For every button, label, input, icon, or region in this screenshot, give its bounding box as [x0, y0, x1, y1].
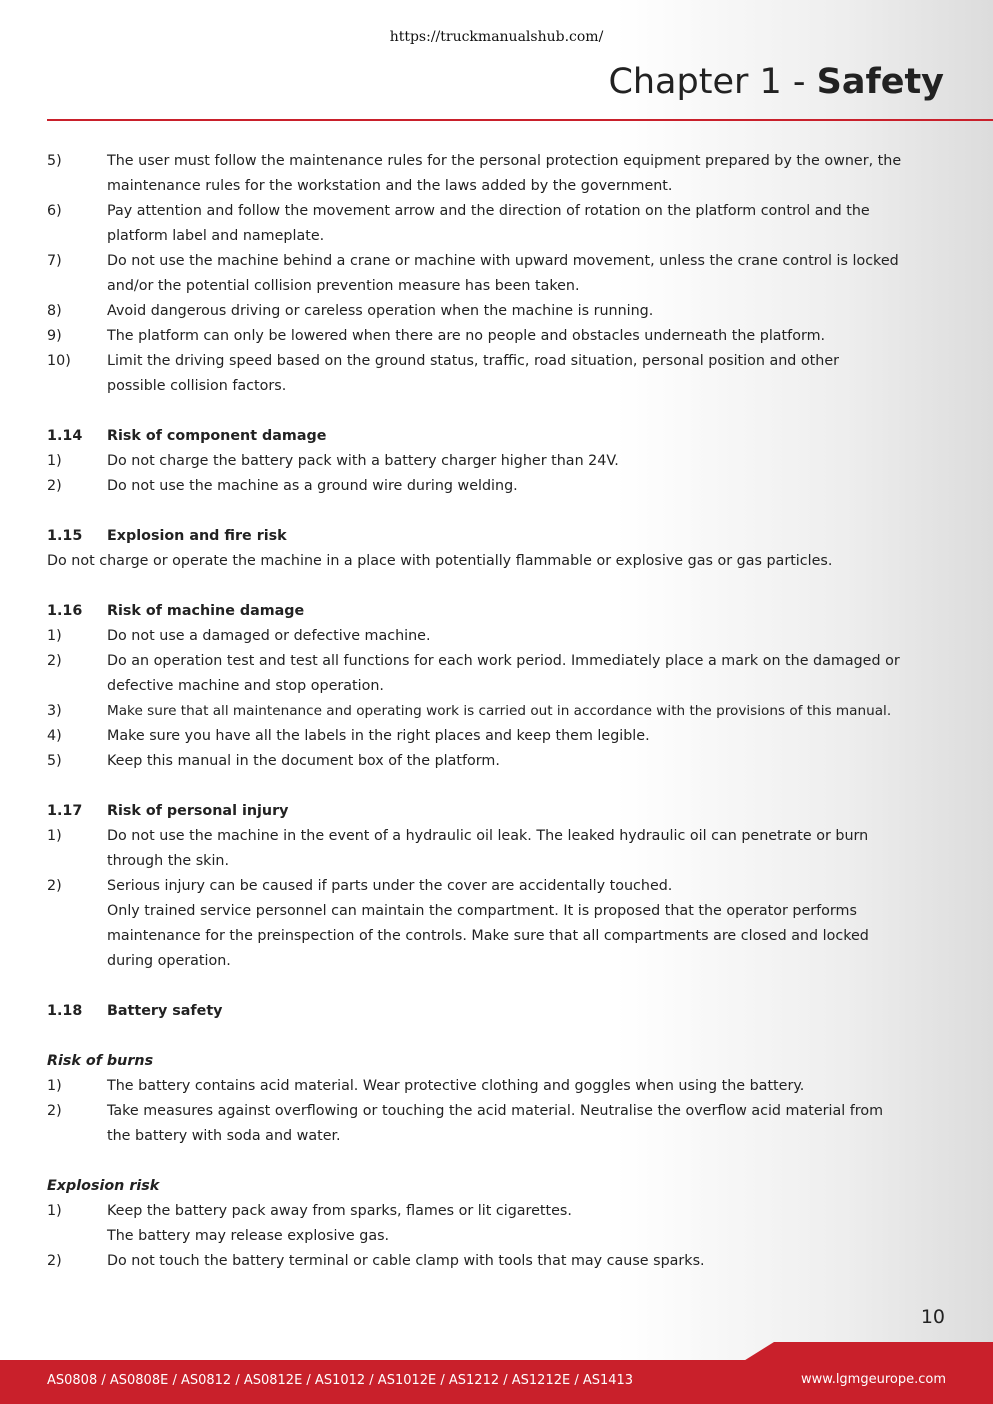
list-item-continuation — [47, 1224, 947, 1249]
item-text: The battery contains acid material. Wear protective clothing and goggles when using the battery. — [107, 1078, 805, 1094]
item-text: The platform can only be lowered when there are no people and obstacles underneath the platform. — [107, 328, 826, 344]
list-item — [47, 749, 947, 774]
item-text: Take measures against overflowing or touching the acid material. Neutralise the overflow acid material from — [107, 1103, 884, 1119]
section-heading-1-14 — [47, 424, 947, 449]
item-text: during operation. — [107, 953, 231, 969]
list-item-continuation — [47, 274, 947, 299]
item-text: Do not use the machine in the event of a hydraulic oil leak. The leaked hydraulic oil can penetrate or burn — [107, 828, 869, 844]
item-text: Do an operation test and test all functions for each work period. Immediately place a mark on the damaged or — [107, 653, 900, 669]
footer-tab — [742, 1342, 993, 1362]
header-rule — [47, 119, 993, 121]
chapter-title — [608, 62, 944, 102]
section-number: 1.15 — [47, 528, 83, 544]
section-heading-1-17 — [47, 799, 947, 824]
subheading-text: Risk of burns — [47, 1053, 154, 1069]
item-text: Do not use the machine behind a crane or machine with upward movement, unless the crane control is locked — [107, 253, 899, 269]
list-item — [47, 1074, 947, 1099]
item-text: platform label and nameplate. — [107, 228, 325, 244]
item-number: 3) — [47, 703, 62, 719]
item-number: 6) — [47, 203, 62, 219]
list-item-continuation — [47, 1124, 947, 1149]
list-item — [47, 324, 947, 349]
list-item — [47, 1199, 947, 1224]
section-heading-1-16 — [47, 599, 947, 624]
list-item — [47, 349, 947, 374]
section-number: 1.14 — [47, 428, 83, 444]
item-number: 1) — [47, 453, 62, 469]
list-item-continuation — [47, 924, 947, 949]
item-text: The user must follow the maintenance rules for the personal protection equipment prepared by the owner, the — [107, 153, 902, 169]
list-item — [47, 724, 947, 749]
list-item — [47, 824, 947, 849]
item-number: 2) — [47, 1253, 62, 1269]
item-text: Avoid dangerous driving or careless operation when the machine is running. — [107, 303, 654, 319]
item-text: defective machine and stop operation. — [107, 678, 384, 694]
section-heading-1-15 — [47, 524, 947, 549]
item-number: 2) — [47, 653, 62, 669]
subheading-explosion-risk — [47, 1174, 947, 1199]
footer-website-link[interactable]: www.lgmgeurope.com — [800, 1372, 946, 1387]
body-text: Do not charge or operate the machine in a place with potentially flammable or explosive gas or gas particles. — [47, 553, 833, 569]
item-text: through the skin. — [107, 853, 230, 869]
list-item — [47, 649, 947, 674]
section-heading-1-18 — [47, 999, 947, 1024]
list-item-continuation — [47, 674, 947, 699]
item-text: The battery may release explosive gas. — [107, 1228, 390, 1244]
item-text: Keep this manual in the document box of the platform. — [107, 753, 500, 769]
section-title: Risk of component damage — [107, 428, 327, 444]
item-number: 7) — [47, 253, 62, 269]
list-item — [47, 1099, 947, 1124]
section-title: Risk of machine damage — [107, 603, 305, 619]
item-number: 2) — [47, 878, 62, 894]
item-number: 2) — [47, 1103, 62, 1119]
item-text: Pay attention and follow the movement arrow and the direction of rotation on the platform control and the — [107, 203, 870, 219]
list-item-continuation — [47, 174, 947, 199]
section-number: 1.16 — [47, 603, 83, 619]
item-text: Make sure you have all the labels in the right places and keep them legible. — [107, 728, 650, 744]
section-number: 1.17 — [47, 803, 83, 819]
footer-models: AS0808 / AS0808E / AS0812 / AS0812E / AS1012 / AS1012E / AS1212 / AS1212E / AS1413 — [47, 1373, 634, 1388]
item-text: maintenance for the preinspection of the controls. Make sure that all compartments are closed and locked — [107, 928, 869, 944]
item-text: Make sure that all maintenance and operating work is carried out in accordance with the provisions of this manual. — [107, 703, 892, 719]
item-text: maintenance rules for the workstation and the laws added by the government. — [107, 178, 673, 194]
item-number: 10) — [47, 353, 71, 369]
item-number: 2) — [47, 478, 62, 494]
list-item — [47, 624, 947, 649]
item-number: 8) — [47, 303, 62, 319]
item-number: 5) — [47, 753, 62, 769]
item-number: 1) — [47, 1078, 62, 1094]
item-number: 1) — [47, 828, 62, 844]
list-item-continuation — [47, 849, 947, 874]
list-item — [47, 199, 947, 224]
list-item — [47, 474, 947, 499]
chapter-name: Safety — [816, 62, 944, 102]
item-number: 4) — [47, 728, 62, 744]
list-item-continuation — [47, 224, 947, 249]
page-content — [47, 149, 947, 1274]
item-text: Only trained service personnel can maintain the compartment. It is proposed that the operator performs — [107, 903, 857, 919]
item-text: Limit the driving speed based on the ground status, traffic, road situation, personal position and other — [107, 353, 839, 369]
item-text: possible collision factors. — [107, 378, 287, 394]
item-number: 1) — [47, 1203, 62, 1219]
header-url[interactable]: https://truckmanualshub.com/ — [389, 29, 604, 45]
item-text: Do not use the machine as a ground wire during welding. — [107, 478, 518, 494]
item-number: 1) — [47, 628, 62, 644]
list-item — [47, 299, 947, 324]
section-title: Risk of personal injury — [107, 803, 289, 819]
subheading-risk-of-burns — [47, 1049, 947, 1074]
item-text: Do not touch the battery terminal or cable clamp with tools that may cause sparks. — [107, 1253, 705, 1269]
item-text: the battery with soda and water. — [107, 1128, 341, 1144]
page-number: 10 — [920, 1306, 945, 1328]
item-text: and/or the potential collision prevention measure has been taken. — [107, 278, 580, 294]
section-title: Explosion and fire risk — [107, 528, 287, 544]
list-item — [47, 874, 947, 899]
item-text: Keep the battery pack away from sparks, flames or lit cigarettes. — [107, 1203, 572, 1219]
item-text: Do not use a damaged or defective machine. — [107, 628, 431, 644]
list-item — [47, 1249, 947, 1274]
list-item-continuation — [47, 949, 947, 974]
item-text: Serious injury can be caused if parts under the cover are accidentally touched. — [107, 878, 673, 894]
list-item — [47, 149, 947, 174]
subheading-text: Explosion risk — [47, 1178, 160, 1194]
list-item — [47, 249, 947, 274]
list-item — [47, 449, 947, 474]
chapter-prefix: Chapter 1 - — [608, 62, 817, 102]
list-item — [47, 699, 947, 724]
section-number: 1.18 — [47, 1003, 83, 1019]
section-body — [47, 549, 947, 574]
item-number: 9) — [47, 328, 62, 344]
item-number: 5) — [47, 153, 62, 169]
list-item-continuation — [47, 899, 947, 924]
section-title: Battery safety — [107, 1003, 223, 1019]
item-text: Do not charge the battery pack with a battery charger higher than 24V. — [107, 453, 619, 469]
list-item-continuation — [47, 374, 947, 399]
